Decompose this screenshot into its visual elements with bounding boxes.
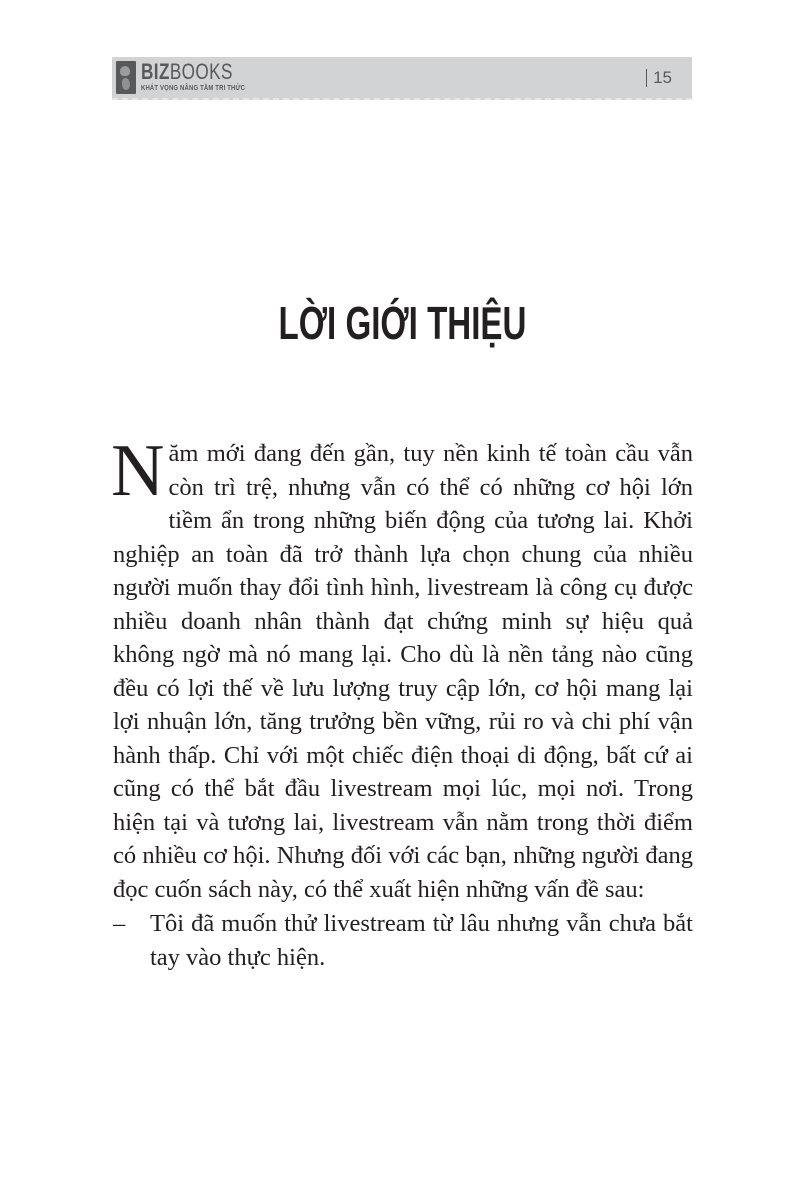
body-text [111,430,693,974]
brand-light: BOOKS [169,59,233,84]
publisher-logo [116,61,263,97]
bizbooks-logo-icon [116,61,136,94]
bullet-text: Tôi đã muốn thử livestream từ lâu nhưng vẫn chưa bắt tay vào thực hiện. [150,910,693,971]
drop-cap: N [111,430,165,512]
brand-bold: BIZ [141,59,170,84]
logo-tagline: KHÁT VỌNG NÂNG TẦM TRI THỨC [141,85,246,92]
page-number [646,68,672,88]
chapter-title: LỜI GIỚI THIỆU [278,297,527,349]
running-header [112,57,692,100]
logo-brand [141,61,236,83]
list-item [113,907,693,974]
intro-paragraph [111,430,693,906]
paragraph-text: ăm mới đang đến gần, tuy nền kinh tế toàn cầu vẫn còn trì trệ, nhưng vẫn có thể có những cơ hội lớn tiềm ẩn trong những biến động của tương lai. Khởi nghiệp an toàn đã trở thành lựa chọn chung của nhiều người muốn thay đổi tình hình, livestream là công cụ được nhiều doanh nhân thành đạt chứng minh sự hiệu quả không ngờ mà nó mang lại. Cho dù là nền tảng nào cũng đều có lợi thế về lưu lượng truy cập lớn, cơ hội mang lại lợi nhuận lớn, tăng trưởng bền vững, rủi ro và chi phí vận hành thấp. Chỉ với một chiếc điện thoại di động, bất cứ ai cũng có thể bắt đầu livestream mọi lúc, mọi nơi. Trong hiện tại và tương lai, livestream vẫn nằm trong thời điểm có nhiều cơ hội. Nhưng đối với các bạn, những người đang đọc cuốn sách này, có thể xuất hiện những vấn đề sau: [113,440,693,903]
page-number-separator [646,69,648,87]
logo-text [141,61,263,92]
bullet-dash: – [113,910,126,937]
page-number-value: 15 [653,68,672,87]
